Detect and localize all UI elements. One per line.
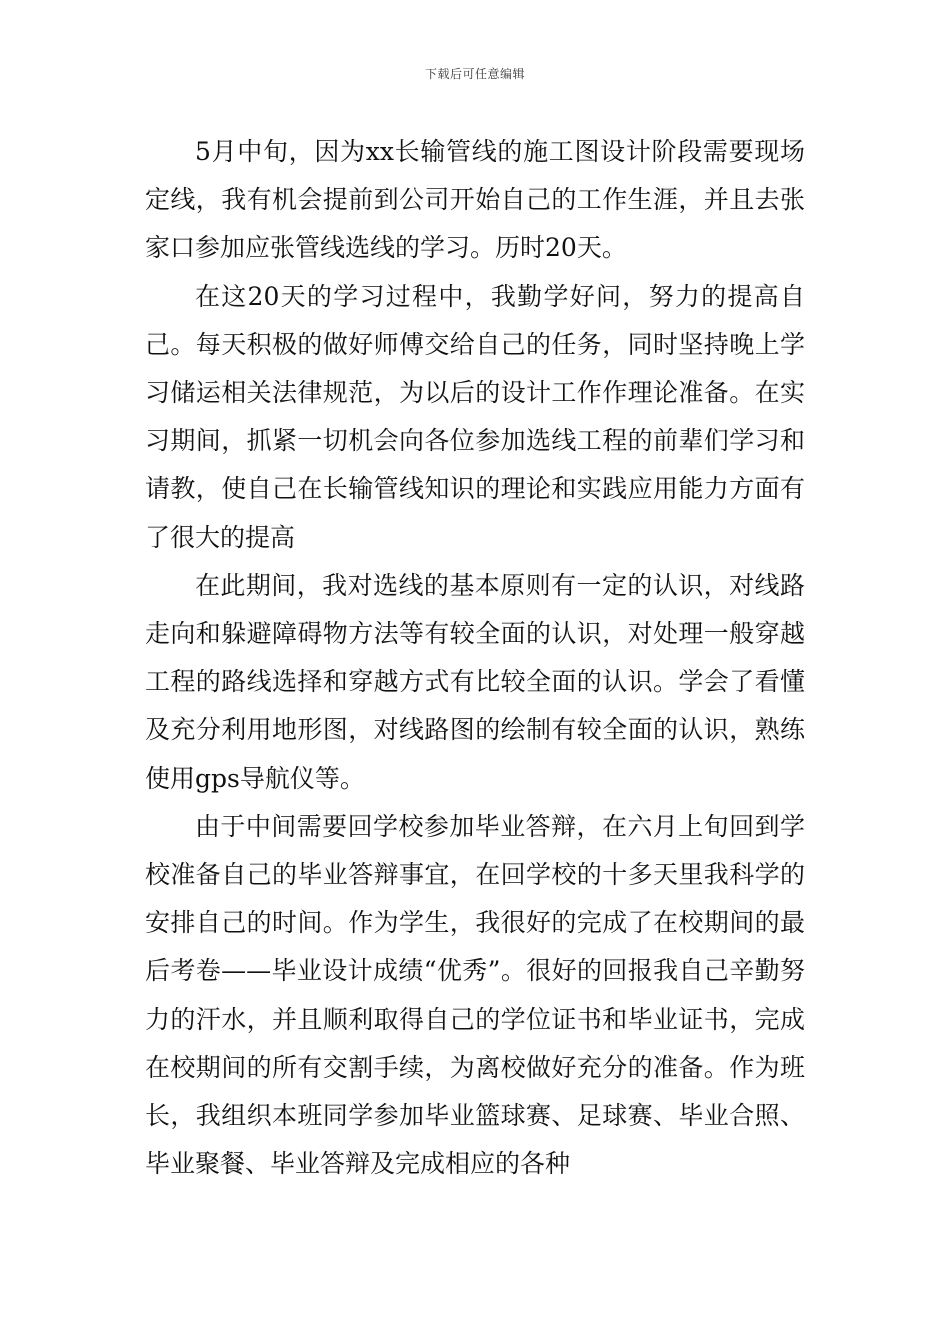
header-note: 下载后可任意编辑 bbox=[424, 67, 525, 81]
paragraph-3: 在此期间，我对选线的基本原则有一定的认识，对线路走向和躲避障碍物方法等有较全面的认识，对处理一般穿越工程的路线选择和穿越方式有比较全面的认识。学会了看懂及充分利用地形图，对线路图的绘制有较全面的认识，熟练使用gps导航仪等。 bbox=[145, 570, 805, 793]
document-body bbox=[145, 128, 805, 1188]
paragraph-4: 由于中间需要回学校参加毕业答辩，在六月上旬回到学校准备自己的毕业答辩事宜，在回学校的十多天里我科学的安排自己的时间。作为学生，我很好的完成了在校期间的最后考卷——毕业设计成绩“优秀”。很好的回报我自己辛勤努力的汗水，并且顺利取得自己的学位证书和毕业证书，完成在校期间的所有交割手续，为离校做好充分的准备。作为班长，我组织本班同学参加毕业篮球赛、足球赛、毕业合照、毕业聚餐、毕业答辩及完成相应的各种 bbox=[145, 811, 805, 1179]
paragraph-2: 在这20天的学习过程中，我勤学好问，努力的提高自己。每天积极的做好师傅交给自己的任务，同时坚持晚上学习储运相关法律规范，为以后的设计工作作理论准备。在实习期间，抓紧一切机会向各位参加选线工程的前辈们学习和请教，使自己在长输管线知识的理论和实践应用能力方面有了很大的提高 bbox=[145, 281, 805, 552]
paragraph-1: 5月中旬，因为xx长输管线的施工图设计阶段需要现场定线，我有机会提前到公司开始自己的工作生涯，并且去张家口参加应张管线选线的学习。历时20天。 bbox=[145, 137, 805, 263]
